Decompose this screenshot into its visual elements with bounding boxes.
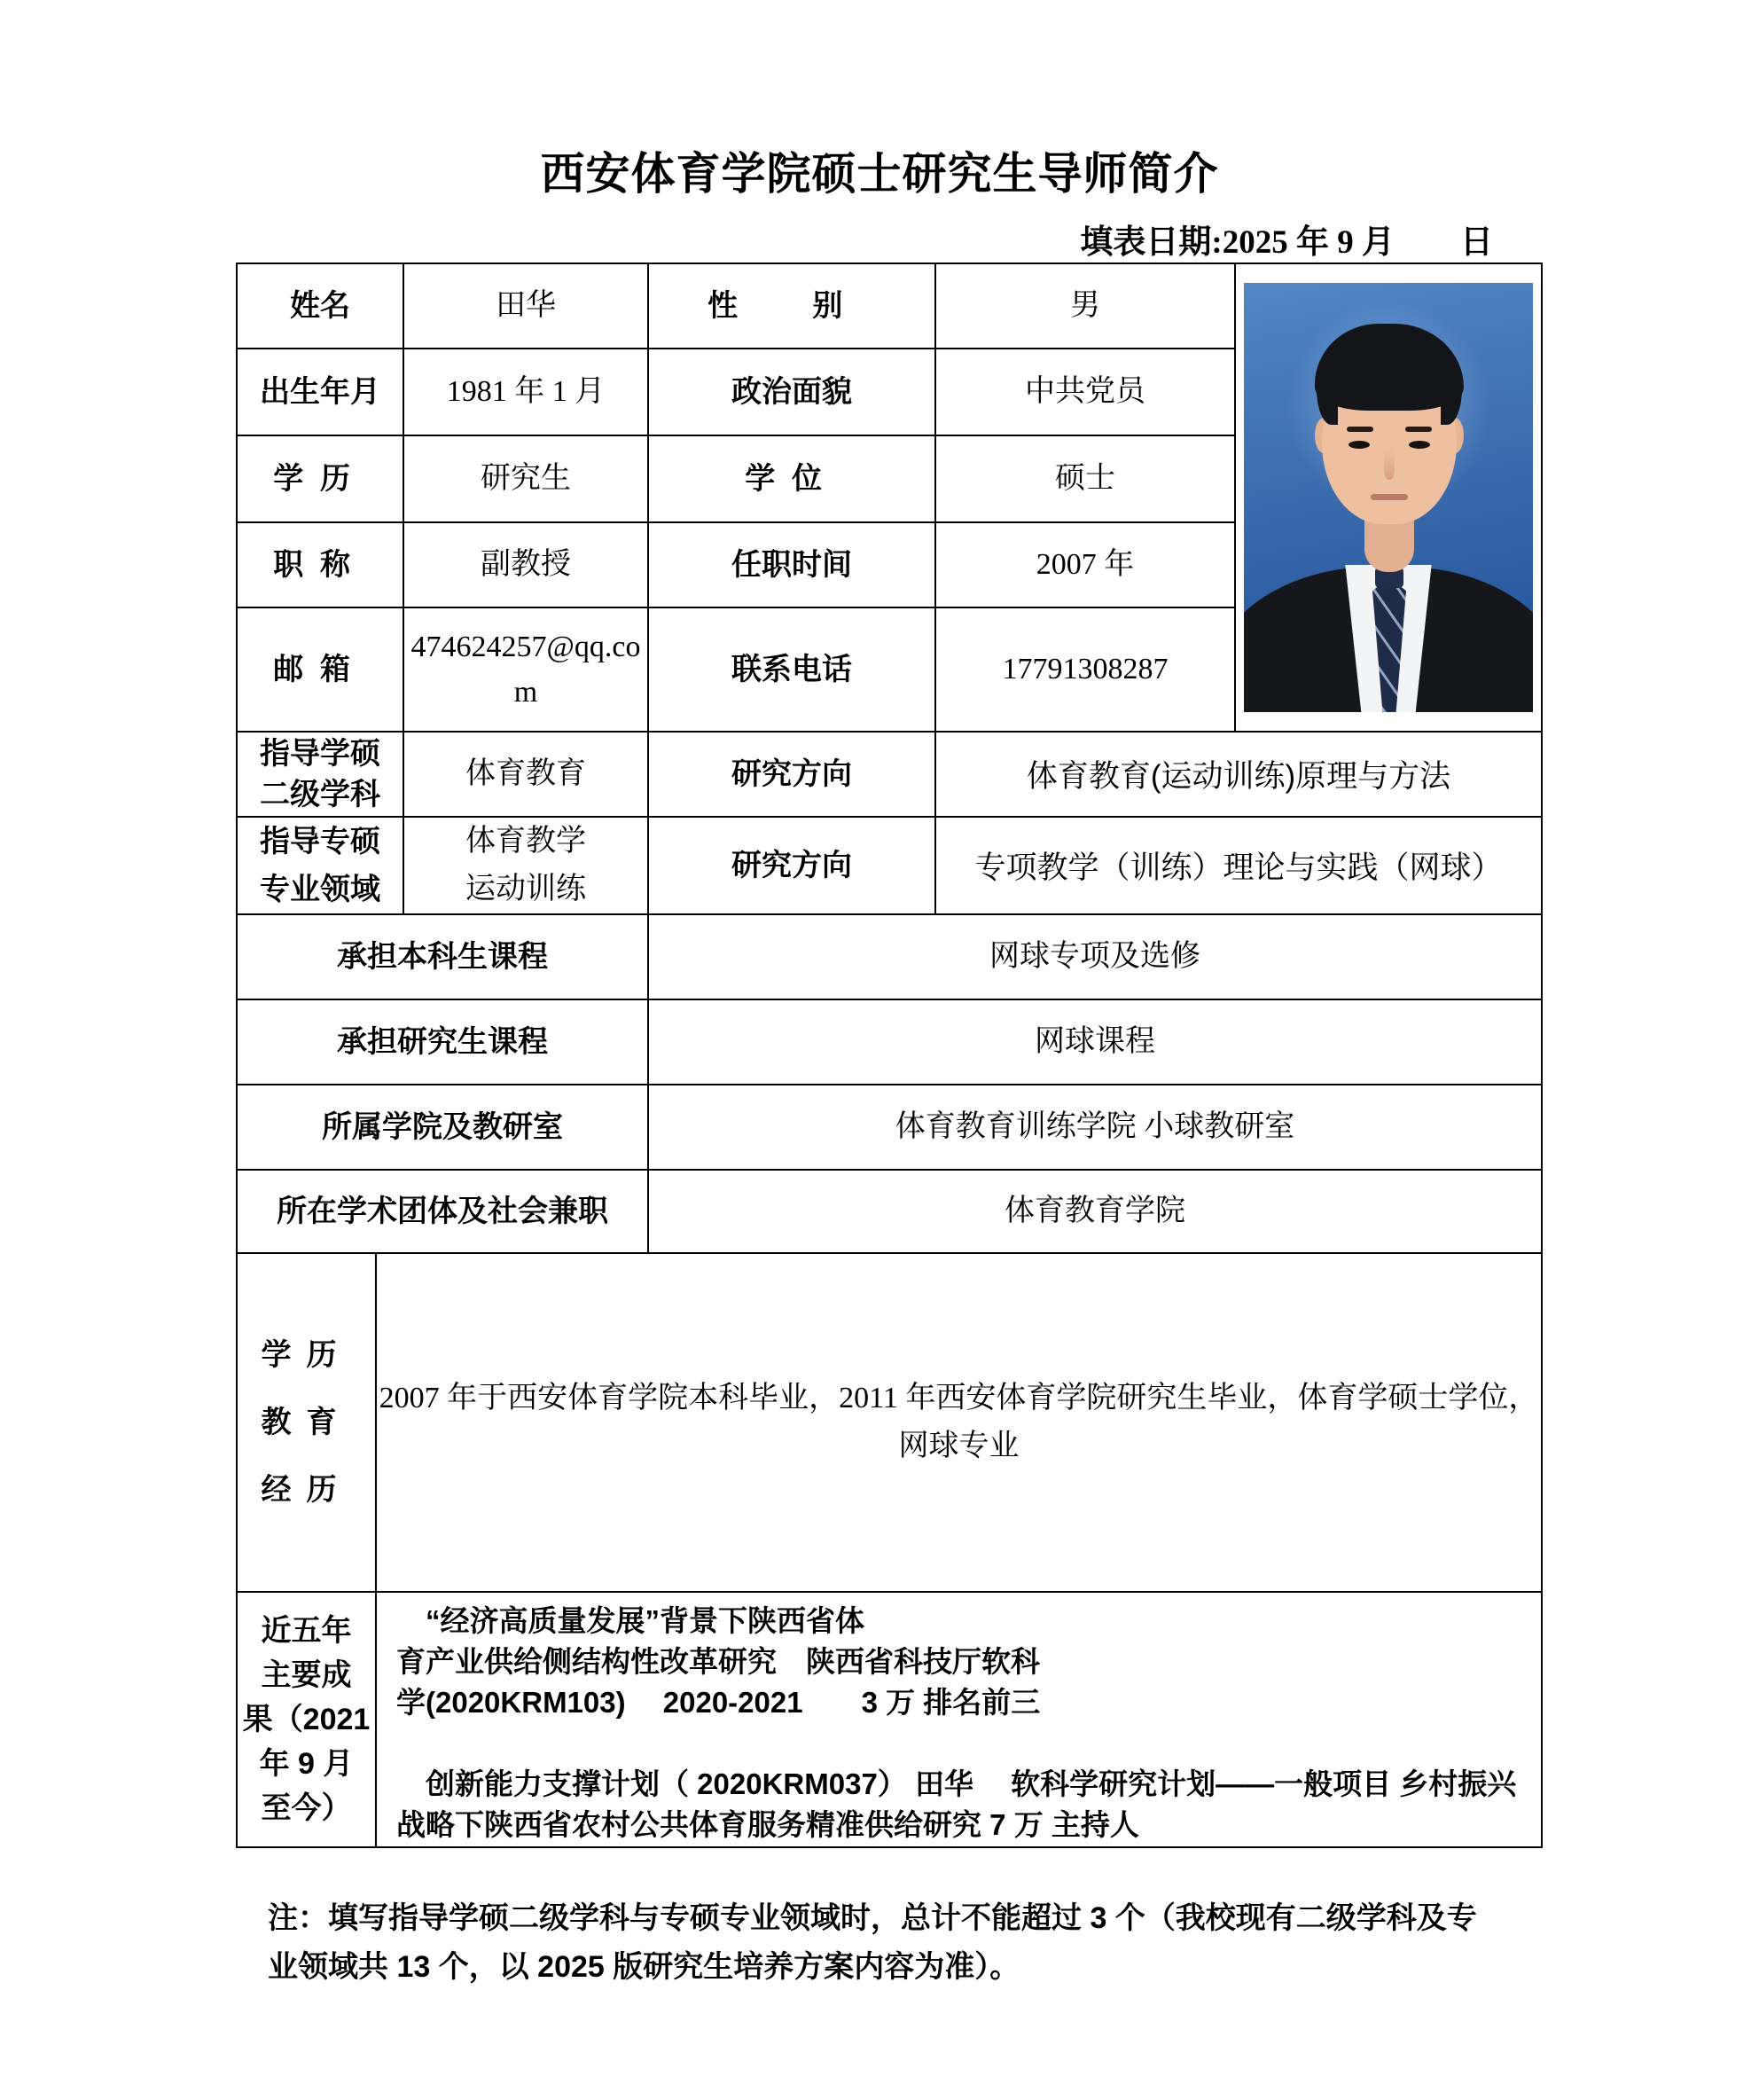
education-value: 研究生 [403, 435, 648, 522]
undergrad-courses-label: 承担本科生课程 [237, 914, 648, 999]
table-row [237, 1170, 1542, 1253]
gender-label: 性 别 [648, 263, 935, 349]
appointment-label: 任职时间 [648, 522, 935, 607]
table-row [237, 999, 1542, 1085]
footnote [268, 1894, 1536, 1992]
phone-label: 联系电话 [648, 607, 935, 732]
title-rank-label: 职称 [237, 522, 403, 607]
political-value: 中共党员 [935, 349, 1235, 435]
table-row [237, 1592, 1542, 1847]
academic-master-discipline-value: 体育教育 [403, 732, 648, 817]
footnote-line: 注：填写指导学硕二级学科与专硕专业领域时，总计不能超过 3 个（我校现有二级学科及专 [268, 1901, 1477, 1935]
left-eye [1349, 441, 1370, 449]
school-office-value: 体育教育训练学院 小球教研室 [648, 1085, 1542, 1170]
education-label: 学历 [237, 435, 403, 522]
professional-master-field-value: 体育教学 运动训练 [403, 817, 648, 914]
undergrad-courses-value: 网球专项及选修 [648, 914, 1542, 999]
birth-value: 1981 年 1 月 [403, 349, 648, 435]
research-direction-label-1: 研究方向 [648, 732, 935, 817]
name-label: 姓名 [237, 263, 403, 349]
photo-cell [1235, 263, 1542, 732]
left-eyebrow [1347, 427, 1373, 432]
nose [1384, 450, 1395, 480]
education-history-value: 2007 年于西安体育学院本科毕业，2011 年西安体育学院研究生毕业，体育学硕士学位，网球专业 [376, 1253, 1542, 1592]
table-row [237, 263, 1542, 349]
footnote-line: 业领域共 13 个，以 2025 版研究生培养方案内容为准）。 [268, 1950, 1020, 1985]
table-row [237, 1085, 1542, 1170]
graduate-courses-label: 承担研究生课程 [237, 999, 648, 1085]
graduate-courses-value: 网球课程 [648, 999, 1542, 1085]
table-row [237, 732, 1542, 817]
profile-table [236, 262, 1543, 1848]
title-rank-value: 副教授 [403, 522, 648, 607]
recent-achievements-label: 近五年 主要成 果（2021 年 9 月 至今） [237, 1592, 376, 1847]
political-label: 政治面貌 [648, 349, 935, 435]
societies-value: 体育教育学院 [648, 1170, 1542, 1253]
academic-master-discipline-label: 指导学硕 二级学科 [237, 732, 403, 817]
email-value: 474624257@qq.com [403, 607, 648, 732]
gender-value: 男 [935, 263, 1235, 349]
portrait-photo [1244, 283, 1533, 712]
right-eyebrow [1405, 427, 1432, 432]
email-label: 邮箱 [237, 607, 403, 732]
fill-date: 填表日期:2025 年 9 月 日 [1080, 224, 1493, 261]
education-history-label: 学历 教育 经历 [237, 1253, 376, 1592]
name-value: 田华 [403, 263, 648, 349]
research-direction-value-1: 体育教育(运动训练)原理与方法 [935, 732, 1542, 817]
research-direction-label-2: 研究方向 [648, 817, 935, 914]
societies-label: 所在学术团体及社会兼职 [237, 1170, 648, 1253]
table-row [237, 1253, 1542, 1592]
research-direction-value-2: 专项教学（训练）理论与实践（网球） [935, 817, 1542, 914]
degree-label: 学位 [648, 435, 935, 522]
birth-label: 出生年月 [237, 349, 403, 435]
school-office-label: 所属学院及教研室 [237, 1085, 648, 1170]
mouth [1371, 494, 1408, 500]
page-title: 西安体育学院硕士研究生导师简介 [540, 149, 1219, 199]
professional-master-field-label: 指导专硕 专业领域 [237, 817, 403, 914]
table-row [237, 817, 1542, 914]
degree-value: 硕士 [935, 435, 1235, 522]
appointment-value: 2007 年 [935, 522, 1235, 607]
table-row [237, 914, 1542, 999]
phone-value: 17791308287 [935, 607, 1235, 732]
right-eye [1409, 441, 1430, 449]
recent-achievements-value: “经济高质量发展”背景下陕西省体 育产业供给侧结构性改革研究 陕西省科技厅软科 学(2020KRM103) 2020-2021 3 万 排名前三 创新能力支撑计划（ 2020KRM037） 田华 软科学研究计划——一般项目 乡村振兴 战略下陕西省农村公共体育服务精准供给研究 7 万 主持人 [376, 1592, 1542, 1847]
